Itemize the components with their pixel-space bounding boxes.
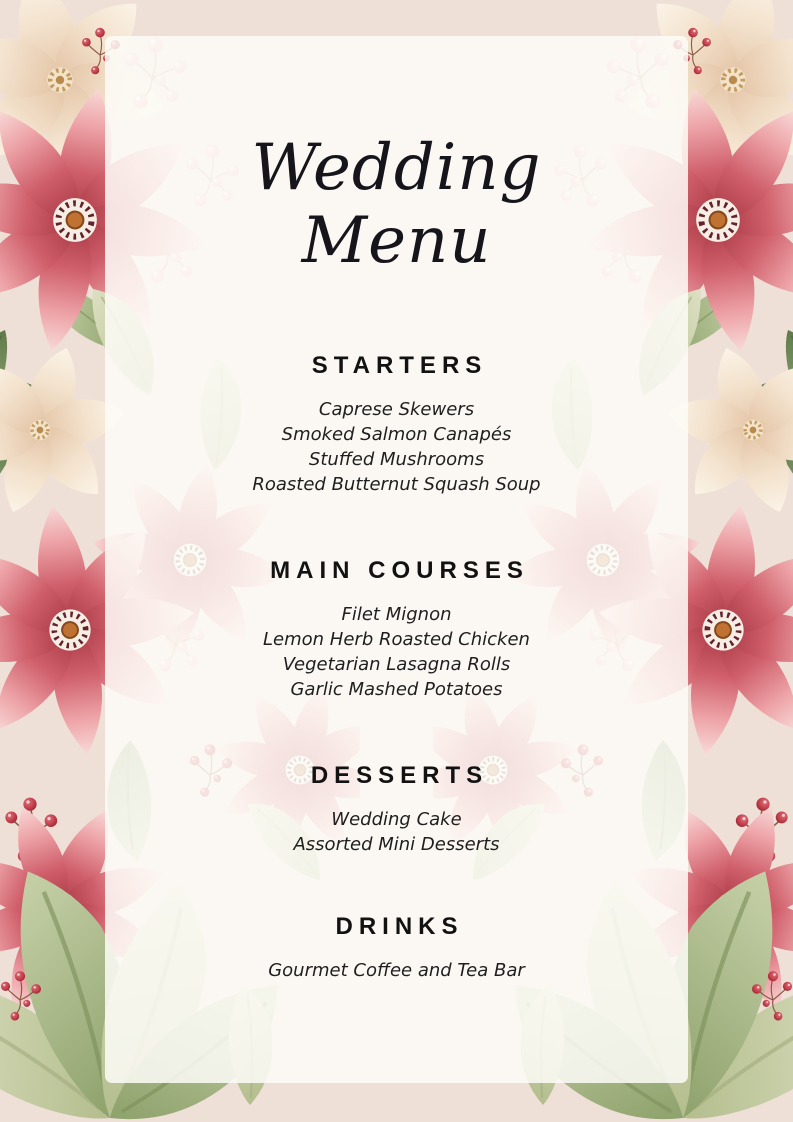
menu-item: Caprese Skewers	[318, 399, 475, 420]
section-starters	[105, 352, 688, 497]
menu-item: Garlic Mashed Potatoes	[290, 679, 503, 700]
section-heading-main-courses: MAIN COURSES	[270, 557, 529, 584]
section-drinks	[105, 913, 688, 983]
menu-title-line1: Wedding	[251, 131, 542, 205]
desserts-items	[105, 807, 688, 857]
menu-item: Stuffed Mushrooms	[308, 449, 485, 470]
menu-title-line2: Menu	[301, 204, 492, 278]
menu-item: Assorted Mini Desserts	[293, 834, 500, 855]
starters-items	[105, 397, 688, 497]
section-main-courses	[105, 557, 688, 702]
menu-title	[105, 132, 688, 278]
menu-item: Roasted Butternut Squash Soup	[252, 474, 541, 495]
section-heading-desserts: DESSERTS	[310, 762, 489, 789]
menu-item: Smoked Salmon Canapés	[281, 424, 512, 445]
section-heading-drinks: DRINKS	[335, 913, 464, 940]
main-courses-items	[105, 602, 688, 702]
drinks-items	[105, 958, 688, 983]
menu-item: Filet Mignon	[341, 604, 452, 625]
menu-item: Vegetarian Lasagna Rolls	[282, 654, 511, 675]
menu-item: Gourmet Coffee and Tea Bar	[268, 960, 525, 981]
section-desserts	[105, 762, 688, 857]
menu-content	[105, 36, 688, 983]
section-heading-starters: STARTERS	[311, 352, 488, 379]
menu-item: Lemon Herb Roasted Chicken	[263, 629, 530, 650]
menu-item: Wedding Cake	[331, 809, 462, 830]
